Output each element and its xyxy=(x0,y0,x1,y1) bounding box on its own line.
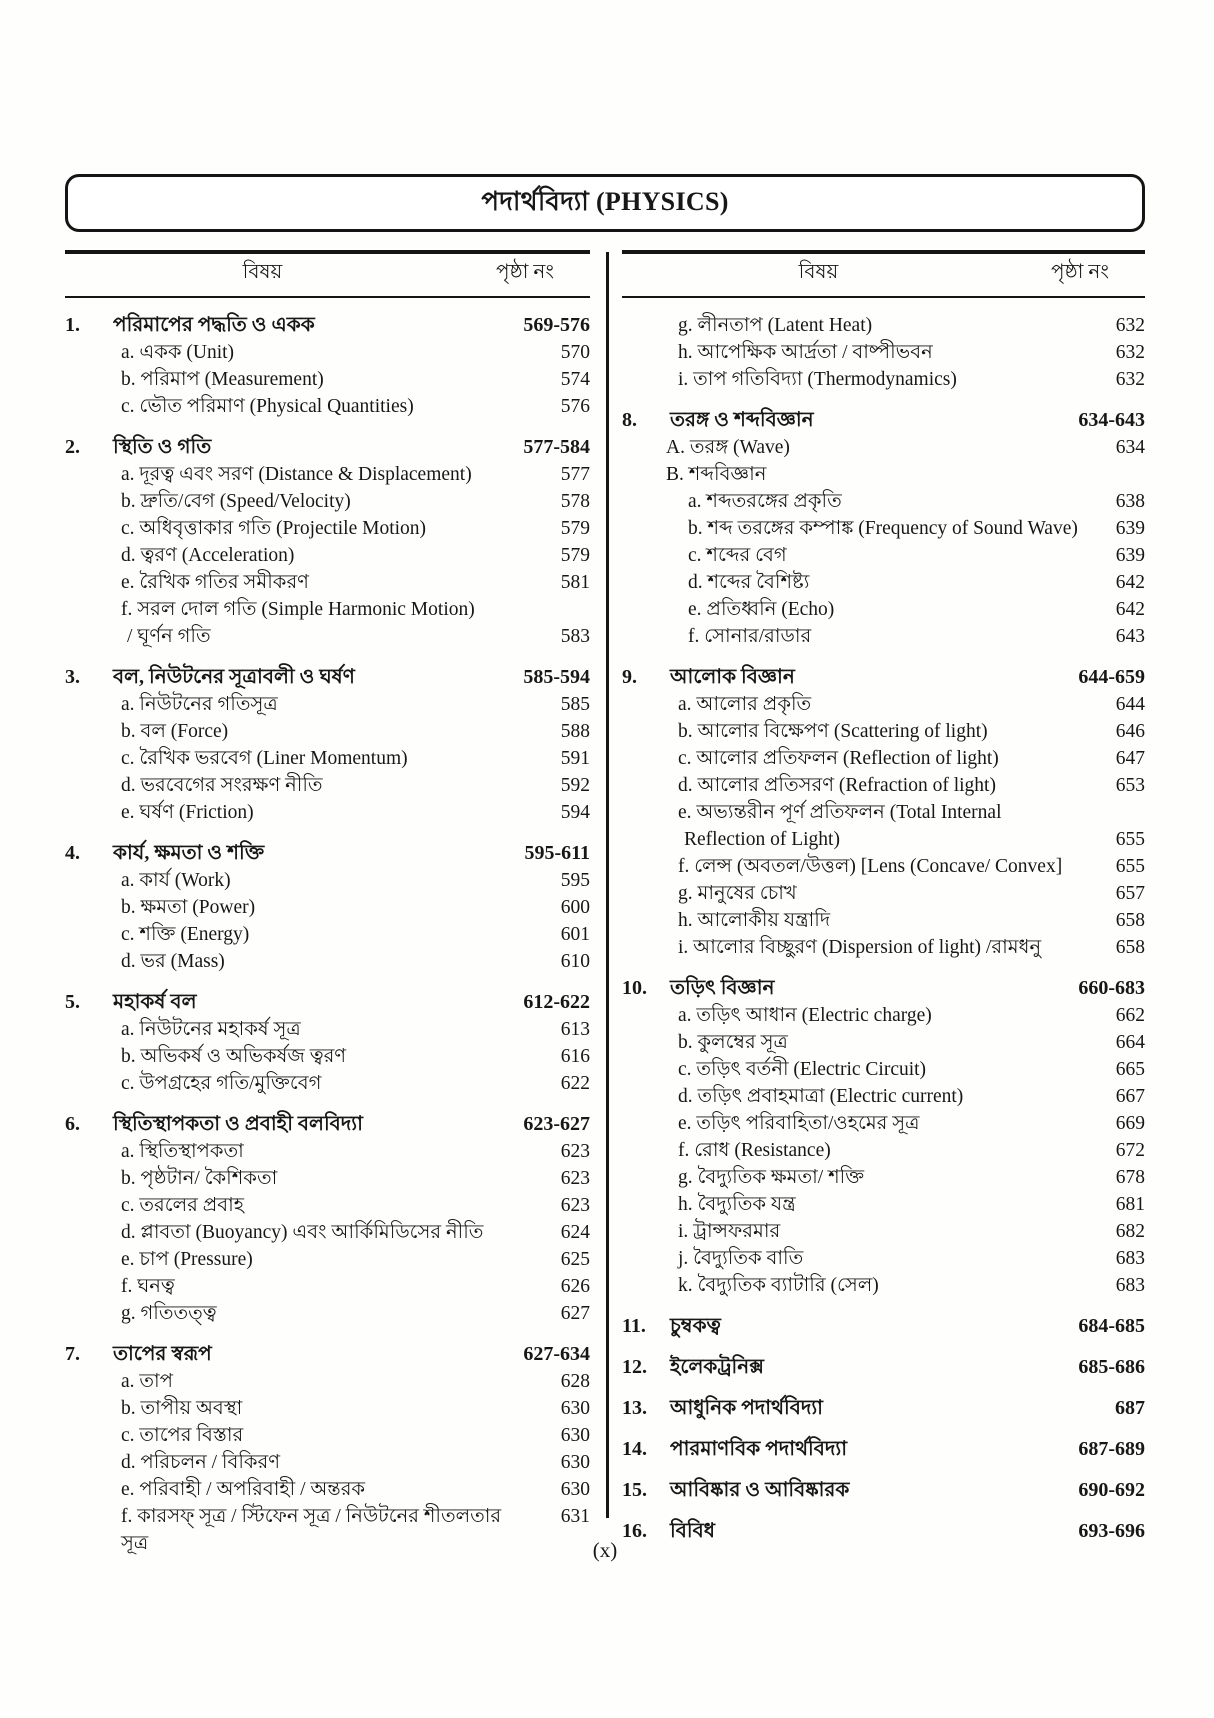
item-label: d. ভরবেগের সংরক্ষণ নীতি xyxy=(121,775,323,796)
section-row xyxy=(65,1341,590,1368)
toc-item-row xyxy=(622,515,1145,542)
toc-section xyxy=(65,840,590,975)
section-number: 15. xyxy=(622,1479,647,1501)
toc-item-row xyxy=(65,1219,590,1246)
section-title: আলোক বিজ্ঞান xyxy=(670,666,795,688)
item-page xyxy=(1081,799,1145,826)
item-page: 623 xyxy=(560,1195,590,1216)
section-pages: 569-576 xyxy=(523,314,590,336)
item-page: 642 xyxy=(1115,599,1145,620)
section-pages: 660-683 xyxy=(1078,977,1145,999)
section-title: পারমাণবিক পদার্থবিদ্যা xyxy=(670,1438,848,1460)
toc-item-row xyxy=(622,1191,1145,1218)
item-label: g. মানুষের চোখ xyxy=(678,883,797,904)
section-row xyxy=(622,407,1145,434)
toc-item-row xyxy=(622,461,1145,488)
item-label: c. অধিবৃত্তাকার গতি (Projectile Motion) xyxy=(121,518,427,539)
item-page: 613 xyxy=(560,1019,590,1040)
toc-item-row xyxy=(622,853,1145,880)
section-number: 1. xyxy=(65,314,80,336)
toc-item-row xyxy=(65,1422,590,1449)
item-page: 658 xyxy=(1115,937,1145,958)
item-page: 631 xyxy=(560,1506,590,1527)
item-label: g. গতিতত্ত্ব xyxy=(121,1303,217,1324)
toc-section xyxy=(65,434,590,650)
item-label: i. ট্রান্সফরমার xyxy=(678,1221,781,1242)
toc-item-row xyxy=(622,799,1145,826)
toc-right-column xyxy=(622,250,1145,1545)
item-page: 655 xyxy=(1115,856,1145,877)
item-page: 657 xyxy=(1115,883,1145,904)
item-label: c. আলোর প্রতিফলন (Reflection of light) xyxy=(678,748,999,769)
item-page: 634 xyxy=(1115,437,1145,458)
item-page: 647 xyxy=(1115,748,1145,769)
item-page: 594 xyxy=(560,802,590,823)
toc-item-row xyxy=(65,542,590,569)
item-page: 585 xyxy=(560,694,590,715)
toc-item-row xyxy=(622,880,1145,907)
item-label: a. নিউটনের মহাকর্ষ সূত্র xyxy=(121,1019,301,1040)
toc-item-row xyxy=(65,948,590,975)
item-label: i. আলোর বিচ্ছুরণ (Dispersion of light) /রামধনু xyxy=(678,937,1042,958)
section-pages: 687 xyxy=(1115,1397,1145,1419)
item-page: 570 xyxy=(560,342,590,363)
item-page: 625 xyxy=(560,1249,590,1270)
toc-item-row xyxy=(65,1246,590,1273)
toc-item-row xyxy=(622,745,1145,772)
section-row xyxy=(65,840,590,867)
item-label: c. শব্দের বেগ xyxy=(688,545,787,566)
item-page: 683 xyxy=(1115,1248,1145,1269)
toc-item-row xyxy=(65,691,590,718)
item-label: e. প্রতিধ্বনি (Echo) xyxy=(688,599,835,620)
toc-section xyxy=(622,1436,1145,1463)
toc-item-row xyxy=(65,894,590,921)
item-label: e. ঘর্ষণ (Friction) xyxy=(121,802,254,823)
section-title: আধুনিক পদার্থবিদ্যা xyxy=(670,1397,823,1419)
section-number: 10. xyxy=(622,977,647,999)
item-page: 646 xyxy=(1115,721,1145,742)
toc-item-row xyxy=(622,772,1145,799)
item-page: 639 xyxy=(1115,518,1145,539)
toc-section xyxy=(65,1341,590,1557)
item-page: 630 xyxy=(560,1425,590,1446)
item-page: 632 xyxy=(1115,342,1145,363)
item-page: 627 xyxy=(560,1303,590,1324)
toc-item-row xyxy=(622,312,1145,339)
toc-item-row xyxy=(622,691,1145,718)
section-pages: 634-643 xyxy=(1078,409,1145,431)
item-label: a. শব্দতরঙ্গের প্রকৃতি xyxy=(688,491,842,512)
section-pages: 627-634 xyxy=(523,1343,590,1365)
item-label: B. শব্দবিজ্ঞান xyxy=(666,464,767,485)
section-row xyxy=(65,989,590,1016)
toc-section xyxy=(622,1313,1145,1340)
section-row xyxy=(622,1436,1145,1463)
item-page: 630 xyxy=(560,1452,590,1473)
toc-section xyxy=(622,664,1145,961)
item-label: d. পরিচলন / বিকিরণ xyxy=(121,1452,281,1473)
item-page: 658 xyxy=(1115,910,1145,931)
item-label: d. আলোর প্রতিসরণ (Refraction of light) xyxy=(678,775,996,796)
item-page: 583 xyxy=(560,626,590,647)
section-title: চুম্বকত্ব xyxy=(670,1315,721,1337)
toc-item-row xyxy=(65,339,590,366)
item-label: f. রোধ (Resistance) xyxy=(678,1140,831,1161)
item-label: e. অভ্যন্তরীন পূর্ণ প্রতিফলন (Total Internal xyxy=(678,802,1002,823)
item-page: 681 xyxy=(1115,1194,1145,1215)
section-title: বিবিধ xyxy=(670,1520,715,1542)
item-label: g. বৈদ্যুতিক ক্ষমতা/ শক্তি xyxy=(678,1167,865,1188)
toc-section xyxy=(65,312,590,420)
section-title: মহাকর্ষ বল xyxy=(113,991,197,1013)
item-page: 662 xyxy=(1115,1005,1145,1026)
toc-item-row xyxy=(65,867,590,894)
item-page: 581 xyxy=(560,572,590,593)
section-pages: 693-696 xyxy=(1078,1520,1145,1542)
item-page: 630 xyxy=(560,1398,590,1419)
item-page: 592 xyxy=(560,775,590,796)
section-number: 6. xyxy=(65,1113,80,1135)
toc-item-row xyxy=(65,1070,590,1097)
left-sections xyxy=(65,312,590,1557)
item-page: 667 xyxy=(1115,1086,1145,1107)
toc-item-row xyxy=(622,1029,1145,1056)
item-page: 626 xyxy=(560,1276,590,1297)
item-label: k. বৈদ্যুতিক ব্যাটারি (সেল) xyxy=(678,1275,879,1296)
item-page xyxy=(526,596,590,623)
column-header-page: পৃষ্ঠা নং xyxy=(1051,261,1109,283)
toc-item-row xyxy=(65,1273,590,1300)
section-number: 5. xyxy=(65,991,80,1013)
item-page: 665 xyxy=(1115,1059,1145,1080)
toc-item-row xyxy=(65,799,590,826)
section-row xyxy=(622,1354,1145,1381)
item-label: a. তাপ xyxy=(121,1371,173,1392)
page-title: পদার্থবিদ্যা (PHYSICS) xyxy=(481,187,729,216)
item-page: 579 xyxy=(560,518,590,539)
page-number-footer: (x) xyxy=(592,1538,618,1562)
section-pages: 595-611 xyxy=(524,842,590,864)
item-page: 616 xyxy=(560,1046,590,1067)
section-row xyxy=(622,975,1145,1002)
item-page: 644 xyxy=(1115,694,1145,715)
section-row xyxy=(622,664,1145,691)
section-row xyxy=(65,664,590,691)
item-label: b. পরিমাপ (Measurement) xyxy=(121,369,324,390)
toc-item-row xyxy=(622,1245,1145,1272)
item-label: c. রৈখিক ভরবেগ (Liner Momentum) xyxy=(121,748,408,769)
toc-section xyxy=(622,407,1145,650)
column-header-subject: বিষয় xyxy=(798,261,839,283)
section-number: 2. xyxy=(65,436,80,458)
toc-item-row xyxy=(65,1368,590,1395)
item-label: a. স্থিতিস্থাপকতা xyxy=(121,1141,244,1162)
toc-item-row xyxy=(65,623,590,650)
item-label: a. নিউটনের গতিসূত্র xyxy=(121,694,278,715)
section-pages: 685-686 xyxy=(1078,1356,1145,1378)
toc-item-row xyxy=(65,1300,590,1327)
item-page: 664 xyxy=(1115,1032,1145,1053)
column-header-subject: বিষয় xyxy=(242,261,283,283)
column-header-page: পৃষ্ঠা নং xyxy=(496,261,554,283)
item-page: 683 xyxy=(1115,1275,1145,1296)
item-label: h. আলোকীয় যন্ত্রাদি xyxy=(678,910,831,931)
item-page xyxy=(1081,461,1145,488)
toc-section xyxy=(622,1477,1145,1504)
toc-item-row xyxy=(622,434,1145,461)
item-label: h. বৈদ্যুতিক যন্ত্র xyxy=(678,1194,796,1215)
item-page: 624 xyxy=(560,1222,590,1243)
toc-item-row xyxy=(622,542,1145,569)
item-label: c. ভৌত পরিমাণ (Physical Quantities) xyxy=(121,396,414,417)
section-row xyxy=(65,312,590,339)
toc-section xyxy=(65,664,590,826)
section-number: 13. xyxy=(622,1397,647,1419)
toc-item-row xyxy=(622,907,1145,934)
toc-item-row xyxy=(65,745,590,772)
item-label: b. ক্ষমতা (Power) xyxy=(121,897,256,918)
page-title-box xyxy=(65,174,1145,232)
item-label: e. তড়িৎ পরিবাহিতা/ওহমের সূত্র xyxy=(678,1113,920,1134)
item-label: e. রৈখিক গতির সমীকরণ xyxy=(121,572,309,593)
toc-item-row xyxy=(622,366,1145,393)
item-label: j. বৈদ্যুতিক বাতি xyxy=(678,1248,804,1269)
toc-item-row xyxy=(622,596,1145,623)
item-page: 579 xyxy=(560,545,590,566)
right-column-header xyxy=(622,250,1145,298)
item-label: b. অভিকর্ষ ও অভিকর্ষজ ত্বরণ xyxy=(121,1046,347,1067)
item-page: 655 xyxy=(1115,829,1145,850)
section-pages: 623-627 xyxy=(523,1113,590,1135)
toc-section xyxy=(622,312,1145,393)
toc-item-row xyxy=(622,488,1145,515)
toc-item-row xyxy=(65,1138,590,1165)
item-label: f. কারসফ্ সূত্র / স্টিফেন সূত্র / নিউটনের শীতলতার সূত্র xyxy=(121,1506,502,1554)
section-title: বল, নিউটনের সূত্রাবলী ও ঘর্ষণ xyxy=(113,666,355,688)
item-page: 632 xyxy=(1115,369,1145,390)
section-title: কার্য, ক্ষমতা ও শক্তি xyxy=(113,842,265,864)
item-label: d. শব্দের বৈশিষ্ট্য xyxy=(688,572,810,593)
toc-item-row xyxy=(65,488,590,515)
item-page: 600 xyxy=(560,897,590,918)
toc-content xyxy=(65,250,1145,1557)
section-pages: 612-622 xyxy=(523,991,590,1013)
toc-item-row xyxy=(622,1272,1145,1299)
item-page: 643 xyxy=(1115,626,1145,647)
section-number: 12. xyxy=(622,1356,647,1378)
item-label: e. চাপ (Pressure) xyxy=(121,1249,253,1270)
item-label: f. ঘনত্ব xyxy=(121,1276,175,1297)
toc-item-row xyxy=(65,366,590,393)
toc-item-row xyxy=(622,718,1145,745)
toc-item-row xyxy=(622,934,1145,961)
item-label: b. দ্রুতি/বেগ (Speed/Velocity) xyxy=(121,491,351,512)
item-page: 591 xyxy=(560,748,590,769)
item-page: 576 xyxy=(560,396,590,417)
toc-item-row xyxy=(65,1165,590,1192)
item-label: f. সোনার/রাডার xyxy=(688,626,812,647)
toc-item-row xyxy=(622,1056,1145,1083)
toc-item-row xyxy=(65,718,590,745)
toc-item-row xyxy=(65,1449,590,1476)
item-page: 632 xyxy=(1115,315,1145,336)
item-page: 622 xyxy=(560,1073,590,1094)
item-label: d. তড়িৎ প্রবাহমাত্রা (Electric current) xyxy=(678,1086,964,1107)
section-pages: 577-584 xyxy=(523,436,590,458)
item-label: a. কার্য (Work) xyxy=(121,870,231,891)
section-title: ইলেকট্রনিক্স xyxy=(670,1356,764,1378)
item-label: b. কুলম্বের সূত্র xyxy=(678,1032,788,1053)
item-page: 574 xyxy=(560,369,590,390)
toc-item-row xyxy=(622,1110,1145,1137)
item-page: 623 xyxy=(560,1141,590,1162)
toc-item-row xyxy=(65,461,590,488)
item-label: c. তরলের প্রবাহ xyxy=(121,1195,245,1216)
toc-item-row xyxy=(622,623,1145,650)
section-number: 11. xyxy=(622,1315,646,1337)
item-page: 578 xyxy=(560,491,590,512)
toc-section xyxy=(65,989,590,1097)
item-label: g. লীনতাপ (Latent Heat) xyxy=(678,315,873,336)
item-page: 682 xyxy=(1115,1221,1145,1242)
item-label: Reflection of Light) xyxy=(684,829,840,850)
toc-section xyxy=(65,1111,590,1327)
section-title: তরঙ্গ ও শব্দবিজ্ঞান xyxy=(670,409,814,431)
item-page: 610 xyxy=(560,951,590,972)
section-pages: 585-594 xyxy=(523,666,590,688)
section-title: তাপের স্বরূপ xyxy=(113,1343,212,1365)
item-page: 639 xyxy=(1115,545,1145,566)
item-label: b. তাপীয় অবস্থা xyxy=(121,1398,243,1419)
section-row xyxy=(622,1477,1145,1504)
section-title: তড়িৎ বিজ্ঞান xyxy=(670,977,775,999)
item-label: c. উপগ্রহের গতি/মুক্তিবেগ xyxy=(121,1073,322,1094)
section-title: আবিষ্কার ও আবিষ্কারক xyxy=(670,1479,850,1501)
section-row xyxy=(622,1395,1145,1422)
toc-item-row xyxy=(622,1083,1145,1110)
item-page: 595 xyxy=(560,870,590,891)
toc-item-row xyxy=(65,1192,590,1219)
toc-item-row xyxy=(65,772,590,799)
toc-item-row xyxy=(622,1164,1145,1191)
toc-item-row xyxy=(65,569,590,596)
section-number: 9. xyxy=(622,666,637,688)
toc-section xyxy=(622,975,1145,1299)
section-row xyxy=(65,434,590,461)
toc-item-row xyxy=(65,1016,590,1043)
item-label: b. পৃষ্ঠটান/ কৈশিকতা xyxy=(121,1168,278,1189)
toc-item-row xyxy=(65,393,590,420)
section-title: স্থিতিস্থাপকতা ও প্রবাহী বলবিদ্যা xyxy=(113,1113,363,1135)
item-label: / ঘূর্ণন গতি xyxy=(127,626,211,647)
item-label: c. শক্তি (Energy) xyxy=(121,924,250,945)
item-label: i. তাপ গতিবিদ্যা (Thermodynamics) xyxy=(678,369,957,390)
section-number: 4. xyxy=(65,842,80,864)
toc-item-row xyxy=(622,1002,1145,1029)
item-label: c. তড়িৎ বর্তনী (Electric Circuit) xyxy=(678,1059,927,1080)
item-page: 628 xyxy=(560,1371,590,1392)
item-label: d. ত্বরণ (Acceleration) xyxy=(121,545,295,566)
item-page: 623 xyxy=(560,1168,590,1189)
section-pages: 684-685 xyxy=(1078,1315,1145,1337)
section-title: পরিমাপের পদ্ধতি ও একক xyxy=(113,314,315,336)
left-column-header xyxy=(65,250,590,298)
section-number: 8. xyxy=(622,409,637,431)
section-row xyxy=(65,1111,590,1138)
item-label: a. আলোর প্রকৃতি xyxy=(678,694,812,715)
item-label: h. আপেক্ষিক আর্দ্রতা / বাষ্পীভবন xyxy=(678,342,933,363)
item-page: 577 xyxy=(560,464,590,485)
toc-item-row xyxy=(65,1476,590,1503)
toc-section xyxy=(622,1395,1145,1422)
toc-item-row xyxy=(622,1137,1145,1164)
section-number: 16. xyxy=(622,1520,647,1542)
toc-item-row xyxy=(65,515,590,542)
section-pages: 690-692 xyxy=(1078,1479,1145,1501)
item-page: 588 xyxy=(560,721,590,742)
item-page: 601 xyxy=(560,924,590,945)
toc-item-row xyxy=(622,826,1145,853)
item-label: a. তড়িৎ আধান (Electric charge) xyxy=(678,1005,932,1026)
section-number: 3. xyxy=(65,666,80,688)
section-number: 14. xyxy=(622,1438,647,1460)
item-page: 672 xyxy=(1115,1140,1145,1161)
item-page: 630 xyxy=(560,1479,590,1500)
toc-item-row xyxy=(622,339,1145,366)
item-page: 642 xyxy=(1115,572,1145,593)
toc-left-column xyxy=(65,250,590,1557)
right-sections xyxy=(622,312,1145,1545)
item-label: d. প্লাবতা (Buoyancy) এবং আর্কিমিডিসের নীতি xyxy=(121,1222,484,1243)
section-pages: 644-659 xyxy=(1078,666,1145,688)
section-number: 7. xyxy=(65,1343,80,1365)
section-title: স্থিতি ও গতি xyxy=(113,436,212,458)
toc-item-row xyxy=(622,1218,1145,1245)
toc-item-row xyxy=(65,1043,590,1070)
item-label: c. তাপের বিস্তার xyxy=(121,1425,244,1446)
toc-item-row xyxy=(622,569,1145,596)
toc-item-row xyxy=(65,921,590,948)
toc-item-row xyxy=(65,1395,590,1422)
toc-section xyxy=(622,1354,1145,1381)
toc-item-row xyxy=(65,596,590,623)
item-label: b. বল (Force) xyxy=(121,721,229,742)
item-label: e. পরিবাহী / অপরিবাহী / অন্তরক xyxy=(121,1479,366,1500)
item-page: 678 xyxy=(1115,1167,1145,1188)
item-label: f. লেন্স (অবতল/উত্তল) [Lens (Concave/ Convex] xyxy=(678,856,1063,877)
column-divider xyxy=(606,252,609,1518)
item-page: 653 xyxy=(1115,775,1145,796)
item-label: A. তরঙ্গ (Wave) xyxy=(666,437,790,458)
item-label: f. সরল দোল গতি (Simple Harmonic Motion) xyxy=(121,599,475,620)
item-page: 669 xyxy=(1115,1113,1145,1134)
item-label: a. একক (Unit) xyxy=(121,342,235,363)
section-row xyxy=(622,1313,1145,1340)
item-label: a. দূরত্ব এবং সরণ (Distance & Displacement) xyxy=(121,464,472,485)
item-page: 638 xyxy=(1115,491,1145,512)
item-label: b. আলোর বিক্ষেপণ (Scattering of light) xyxy=(678,721,988,742)
section-pages: 687-689 xyxy=(1078,1438,1145,1460)
item-label: d. ভর (Mass) xyxy=(121,951,225,972)
item-label: b. শব্দ তরঙ্গের কম্পাঙ্ক (Frequency of Sound Wave) xyxy=(688,518,1078,539)
